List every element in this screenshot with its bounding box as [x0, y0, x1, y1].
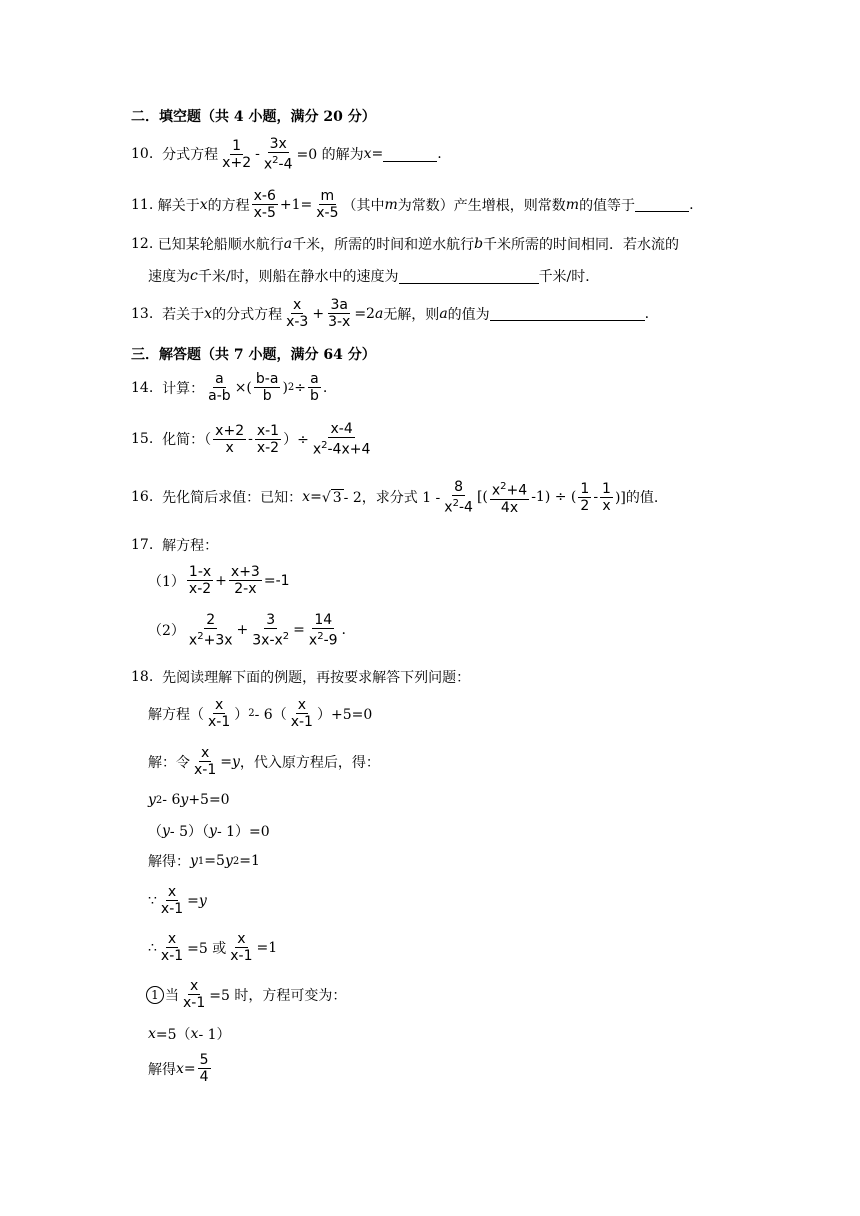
q17-2-fraction-1 [187, 612, 235, 649]
q12-text: 千米所需的时间相同．若水流的 [483, 237, 680, 253]
equals: = [187, 892, 199, 909]
var-m: m [384, 196, 398, 213]
frac-denominator: 2-x [234, 581, 257, 597]
frac-numerator: x [297, 697, 306, 713]
exponent: 2 [452, 498, 459, 509]
q10-fraction-1 [220, 138, 253, 171]
text: ，代入原方程后，得： [239, 754, 380, 771]
frac-numerator: 1-x [188, 564, 212, 580]
equals: = [183, 1060, 196, 1077]
frac-denominator: a-b [208, 388, 231, 404]
num-tail: +4 [506, 482, 528, 499]
section-3-title: 三．解答题（共 7 小题，满分 64 分） [131, 347, 376, 363]
q10-fraction-2 [262, 136, 295, 173]
var-x: x [148, 1026, 156, 1042]
q17-2-fraction-3 [307, 612, 340, 649]
frac-numerator: 8 [454, 479, 464, 495]
frac-denominator [307, 629, 340, 649]
var-a: a [283, 236, 293, 252]
equals-value: =-1 [263, 572, 290, 589]
frac-denominator: x-1 [194, 762, 217, 778]
plus-sign: + [215, 572, 227, 589]
frac-numerator: x [167, 931, 177, 947]
exponent: 2 [500, 481, 507, 492]
q11-plus: +1= [279, 196, 313, 213]
q16-fraction-3 [578, 481, 591, 514]
q11-fraction-2 [314, 188, 340, 221]
frac-numerator: x-6 [253, 188, 276, 204]
q15-number: 15. [131, 431, 154, 448]
plus-sign: + [312, 305, 325, 322]
frac-numerator: m [320, 188, 335, 204]
text: - 5）（ [169, 824, 210, 840]
text: =5（ [155, 1027, 191, 1043]
var-y: y [231, 753, 240, 770]
frac-numerator: 2 [206, 612, 216, 628]
text: - 6（ [254, 706, 287, 723]
q18-therefore [148, 931, 277, 964]
text: 解：令 [148, 754, 190, 771]
q15-prefix: 化简：（ [162, 432, 212, 449]
exponent: 2 [272, 155, 279, 166]
text: ）+5=0 [316, 706, 373, 723]
exponent: 2 [282, 631, 290, 642]
den-base: x [308, 632, 318, 649]
exponent: 2 [248, 708, 255, 719]
var-x: x [363, 146, 372, 163]
q13-prefix: 若关于 [162, 306, 205, 323]
fraction-x-over-x-1 [206, 697, 232, 730]
text: =5 或 [187, 940, 227, 957]
q12-unit: 千米/时． [538, 269, 600, 285]
sqrt-expression [322, 489, 344, 506]
q16-fraction-2 [490, 479, 529, 516]
frac-denominator: x-2 [256, 439, 280, 456]
q18-quadratic [148, 792, 230, 808]
var-y: y [162, 823, 170, 839]
q12-number: 12. [131, 236, 154, 252]
q16-fraction-4 [600, 481, 613, 514]
var-y: y [209, 823, 217, 839]
q18-because [148, 884, 207, 917]
frac-numerator: x [237, 931, 246, 947]
fraction-x-over-x-1 [289, 697, 315, 730]
frac-denominator: x-3 [286, 314, 309, 330]
part-label: （1） [148, 573, 185, 590]
exponent: 2 [321, 440, 328, 451]
frac-denominator [187, 629, 235, 649]
q17-title: 解方程： [162, 538, 219, 554]
den-tail: -9 [323, 632, 338, 649]
frac-denominator [442, 496, 475, 516]
q17-part-2 [148, 612, 346, 649]
q10-post: =0 的解为 [296, 147, 364, 164]
question-17 [131, 535, 218, 555]
den-tail: -4x+4 [327, 441, 371, 458]
subscript: 2 [232, 855, 240, 867]
question-14 [131, 371, 327, 404]
frac-numerator: 1 [602, 480, 611, 497]
frac-numerator: 3x [269, 136, 287, 152]
text: =5 [204, 853, 225, 869]
fraction-x-over-x-1 [228, 931, 254, 964]
q16-end: )]的值. [614, 490, 659, 507]
q13-mid: 的分式方程 [212, 306, 283, 323]
q11-text: 为常数）产生增根，则常数 [397, 197, 566, 214]
answer-blank[interactable] [383, 147, 437, 162]
var-x: x [302, 489, 311, 506]
q16-mid: -1) ÷ ( [531, 489, 577, 506]
frac-denominator: x-1 [208, 714, 231, 730]
q13-text: 的值为 [447, 306, 490, 323]
var-c: c [190, 268, 198, 284]
var-x: x [176, 1060, 184, 1077]
q18-example-equation [148, 697, 372, 730]
frac-denominator: x-1 [183, 995, 206, 1011]
because-icon: ∵ [148, 892, 157, 909]
frac-denominator: x [602, 497, 611, 514]
period: . [644, 305, 650, 322]
q16-text: - 2，求分式 1 - [343, 490, 441, 507]
fraction-x-over-x-1 [159, 931, 185, 964]
q14-fraction-3 [308, 371, 321, 404]
question-16 [131, 479, 658, 516]
question-10 [131, 136, 442, 173]
q15-fraction-2 [255, 423, 281, 456]
frac-denominator: x-1 [160, 901, 184, 917]
q13-fraction-1 [284, 297, 310, 330]
exponent: 2 [197, 631, 204, 642]
q18-number: 18. [131, 669, 154, 685]
close-paren: ） [234, 706, 249, 723]
minus-sign: - [248, 431, 253, 448]
frac-numerator: x [189, 978, 199, 994]
text: +5=0 [188, 792, 230, 808]
q14-fraction-2 [254, 371, 281, 404]
frac-numerator: 3 [266, 612, 276, 628]
q18-case-1-equation [148, 1024, 231, 1044]
section-2-title: 二．填空题（共 4 小题，满分 20 分） [131, 109, 376, 125]
bracket-open: [( [476, 489, 488, 506]
q13-number: 13. [131, 305, 154, 322]
text: - 1） [198, 1027, 231, 1043]
q10-number: 10. [131, 146, 154, 163]
question-11 [131, 188, 694, 221]
minus-sign: - [593, 489, 599, 506]
period: . [689, 196, 694, 213]
den-tail: -4 [458, 499, 473, 516]
den-base: x [188, 632, 198, 649]
answer-blank[interactable] [399, 269, 539, 284]
q12-text: 千米，所需的时间和逆水航行 [292, 237, 475, 253]
q16-fraction-1 [442, 479, 475, 516]
frac-denominator [250, 629, 291, 649]
answer-blank[interactable] [490, 306, 645, 321]
question-12-line-1 [131, 234, 679, 254]
period: . [341, 622, 346, 639]
text: 解得 [148, 1061, 176, 1078]
close-paren-divide: ）÷ [283, 432, 309, 449]
text: - 6 [162, 792, 181, 808]
text: （ [148, 824, 162, 840]
frac-numerator: x-4 [330, 421, 353, 437]
q17-part-1 [148, 564, 290, 597]
text: =1 [256, 939, 278, 956]
q16-prefix: 先化简后求值：已知： [162, 490, 303, 507]
num-base: x [491, 482, 501, 499]
frac-denominator: 4 [199, 1069, 209, 1085]
q11-fraction-1 [252, 188, 278, 221]
frac-denominator: x-1 [290, 714, 313, 730]
question-13 [131, 297, 649, 330]
frac-numerator: 3a [330, 297, 348, 313]
exponent: 2 [317, 631, 324, 642]
section-3-heading [131, 344, 376, 364]
times-paren: ×( [234, 379, 252, 396]
frac-denominator: x-1 [160, 948, 184, 964]
den-tail: +3x [203, 632, 233, 649]
frac-numerator: a [310, 371, 319, 387]
answer-blank[interactable] [635, 197, 689, 212]
var-m: m [565, 196, 580, 213]
var-x: x [190, 1026, 199, 1042]
radicand: 3 [332, 489, 342, 506]
frac-denominator: x-1 [230, 948, 253, 964]
close-paren: ) [282, 379, 288, 396]
q11-mid: 的方程 [207, 197, 250, 214]
den-tail: -4 [278, 156, 293, 173]
frac-denominator: 3-x [328, 314, 351, 330]
frac-denominator [311, 438, 373, 458]
var-y: y [190, 853, 198, 869]
frac-numerator [490, 479, 529, 500]
q17-number: 17. [131, 537, 154, 553]
frac-denominator: x-5 [253, 205, 276, 221]
q13-text: 无解，则 [383, 306, 440, 323]
q17-1-fraction-2 [229, 564, 262, 597]
frac-numerator: x [167, 884, 177, 900]
period: . [322, 379, 328, 396]
q14-fraction-1 [206, 371, 233, 404]
frac-numerator: x+2 [215, 422, 245, 439]
frac-denominator: x-2 [188, 581, 212, 597]
q16-number: 16. [131, 489, 154, 506]
q11-number: 11. [131, 196, 154, 213]
frac-numerator: b-a [255, 371, 279, 387]
part-label: （2） [148, 623, 185, 640]
var-b: b [474, 236, 484, 252]
subscript: 1 [197, 855, 205, 867]
frac-denominator: x+2 [222, 154, 252, 171]
sqrt-icon: √ [321, 489, 331, 506]
var-y: y [180, 792, 189, 808]
text: 解得： [148, 854, 190, 870]
question-18 [131, 667, 470, 687]
var-y: y [224, 853, 233, 869]
q17-1-fraction-1 [187, 564, 213, 597]
q13-fraction-2 [326, 297, 352, 330]
den-base: x [444, 499, 453, 516]
q11-text-2: 的值等于 [579, 197, 636, 214]
exponent: 2 [155, 794, 163, 806]
divide-sign: ÷ [294, 379, 307, 396]
fraction-x-over-x-1 [159, 884, 185, 917]
q17-2-fraction-2 [250, 612, 291, 649]
q11-prefix: 解关于 [157, 197, 200, 214]
den-base: x [312, 441, 322, 458]
den-base: x [263, 156, 273, 173]
fraction-x-over-x-1 [181, 978, 207, 1011]
minus-sign: - [255, 146, 260, 163]
frac-numerator: a [215, 371, 224, 387]
var-y: y [148, 792, 156, 808]
equals: = [220, 753, 232, 770]
var-x: x [204, 305, 213, 322]
q18-case-1 [146, 978, 346, 1011]
q14-number: 14. [131, 379, 154, 396]
q18-substitution [148, 745, 380, 778]
var-a: a [439, 305, 448, 322]
frac-denominator: 2 [580, 497, 590, 514]
q15-fraction-3 [311, 421, 373, 458]
frac-denominator [262, 153, 295, 173]
therefore-icon: ∴ [148, 939, 157, 956]
frac-numerator: x+3 [230, 564, 260, 580]
equals: = [371, 146, 384, 163]
frac-numerator: 14 [314, 612, 333, 628]
q18-title: 先阅读理解下面的例题，再按要求解答下列问题： [162, 670, 471, 686]
frac-denominator: x-5 [316, 205, 339, 221]
frac-numerator: x-1 [256, 422, 280, 439]
frac-numerator: x [293, 297, 302, 313]
period: . [437, 146, 442, 163]
q14-prefix: 计算： [162, 380, 205, 397]
text: - 1）=0 [216, 824, 270, 840]
var-a: a [374, 305, 384, 322]
frac-numerator: 1 [232, 137, 242, 154]
equals: =2 [354, 305, 375, 322]
circled-number-icon: 1 [146, 986, 164, 1004]
fraction-5-over-4 [198, 1052, 211, 1085]
frac-numerator: x [214, 697, 224, 713]
den-base: 3x-x [252, 632, 283, 649]
exponent: 2 [287, 382, 295, 393]
fraction-x-over-x-1 [192, 745, 218, 778]
frac-numerator: 1 [580, 480, 590, 497]
frac-denominator: 4x [500, 499, 519, 516]
q18-roots [148, 851, 260, 871]
text: 解方程（ [148, 706, 204, 723]
frac-numerator: 5 [199, 1052, 209, 1068]
question-15 [131, 421, 374, 458]
frac-denominator: x [225, 439, 234, 456]
q12-text: 速度为 [148, 269, 190, 285]
q15-fraction-1 [213, 423, 246, 456]
plus-sign: + [236, 622, 249, 639]
frac-denominator: b [262, 388, 272, 404]
frac-denominator: b [310, 388, 319, 404]
q11-paren-start: （其中 [342, 197, 385, 214]
frac-numerator: x [200, 745, 210, 761]
var-y: y [198, 892, 207, 909]
var-x: x [199, 196, 208, 213]
q12-text: 千米/时，则船在静水中的速度为 [197, 269, 399, 285]
equals: = [310, 489, 322, 506]
text: =1 [239, 853, 260, 869]
q18-case-1-solution [148, 1052, 213, 1085]
q10-prefix: 分式方程 [162, 147, 219, 164]
text: 当 [165, 987, 179, 1004]
q12-text: 已知某轮船顺水航行 [157, 237, 284, 253]
equals: = [293, 622, 305, 639]
section-2-heading [131, 106, 376, 126]
text: =5 时，方程可变为： [209, 987, 347, 1004]
q18-factored [148, 821, 270, 841]
question-12-line-2 [148, 266, 599, 286]
